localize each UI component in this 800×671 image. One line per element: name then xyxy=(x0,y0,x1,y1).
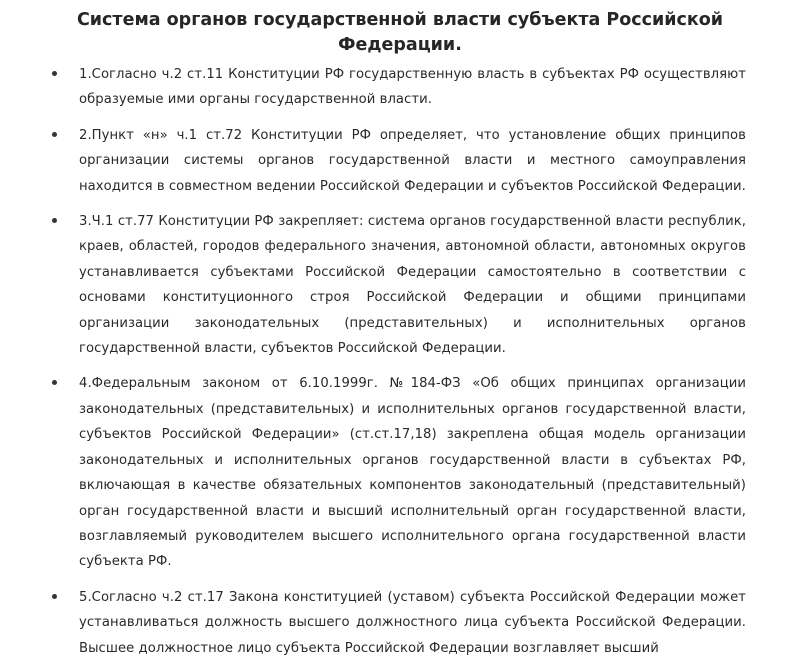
bullet-item-2 xyxy=(0,123,800,199)
bullet-item-4 xyxy=(0,371,800,574)
bullet-dot-icon xyxy=(52,218,57,223)
bullet-dot-icon xyxy=(52,132,57,137)
bullet-item-1 xyxy=(0,62,800,113)
bullet-text: 2.Пункт «н» ч.1 ст.72 Конституции РФ определяет, что установление общих принципов организации системы органов государственной власти и местного самоуправления находится в совместном ведении Российской Федерации и субъектов Российской Федерации. xyxy=(79,127,746,194)
bullet-text: 1.Согласно ч.2 ст.11 Конституции РФ государственную власть в субъектах РФ осуществляют образуемые ими органы государственной власти. xyxy=(79,67,746,108)
bullet-text: 4.Федеральным законом от 6.10.1999г. №184-ФЗ «Об общих принципах организации законодательных (представительных) и исполнительных органов государственной власти, субъектов Российской Федерации» (ст.ст.17,18) закреплена общая модель организации законодательных и исполнительных органов государственной власти в субъектах РФ, включающая в качестве обязательных компонентов законодательный (представительный) орган государственной власти и высший исполнительный орган государственной власти, возглавляемый руководителем высшего исполнительного органа государственной власти субъекта РФ. xyxy=(79,376,746,570)
bullet-dot-icon xyxy=(52,380,57,385)
bullet-text: 3.Ч.1 ст.77 Конституции РФ закрепляет: система органов государственной власти республик, краев, областей, городов федерального значения, автономной области, автономных округов устанавливается субъектами Российской Федерации самостоятельно в соответствии с основами конституционного строя Российской Федерации и общими принципами организации законодательных (представительных) и исполнительных органов государственной власти, субъектов Российской Федерации. xyxy=(79,214,746,357)
bullet-item-5 xyxy=(0,585,800,661)
bullet-text: 5.Согласно ч.2 ст.17 Закона конституцией (уставом) субъекта Российской Федерации может устанавливаться должность высшего должностного лица субъекта Российской Федерации. Высшее должностное лицо субъекта Российской Федерации возглавляет высший xyxy=(79,589,746,656)
bullet-item-3 xyxy=(0,209,800,361)
slide-title: Система органов государственной власти субъекта Российской Федерации. xyxy=(76,10,724,55)
bullet-dot-icon xyxy=(52,594,57,599)
bullet-dot-icon xyxy=(52,71,57,76)
bullet-list xyxy=(0,62,800,671)
